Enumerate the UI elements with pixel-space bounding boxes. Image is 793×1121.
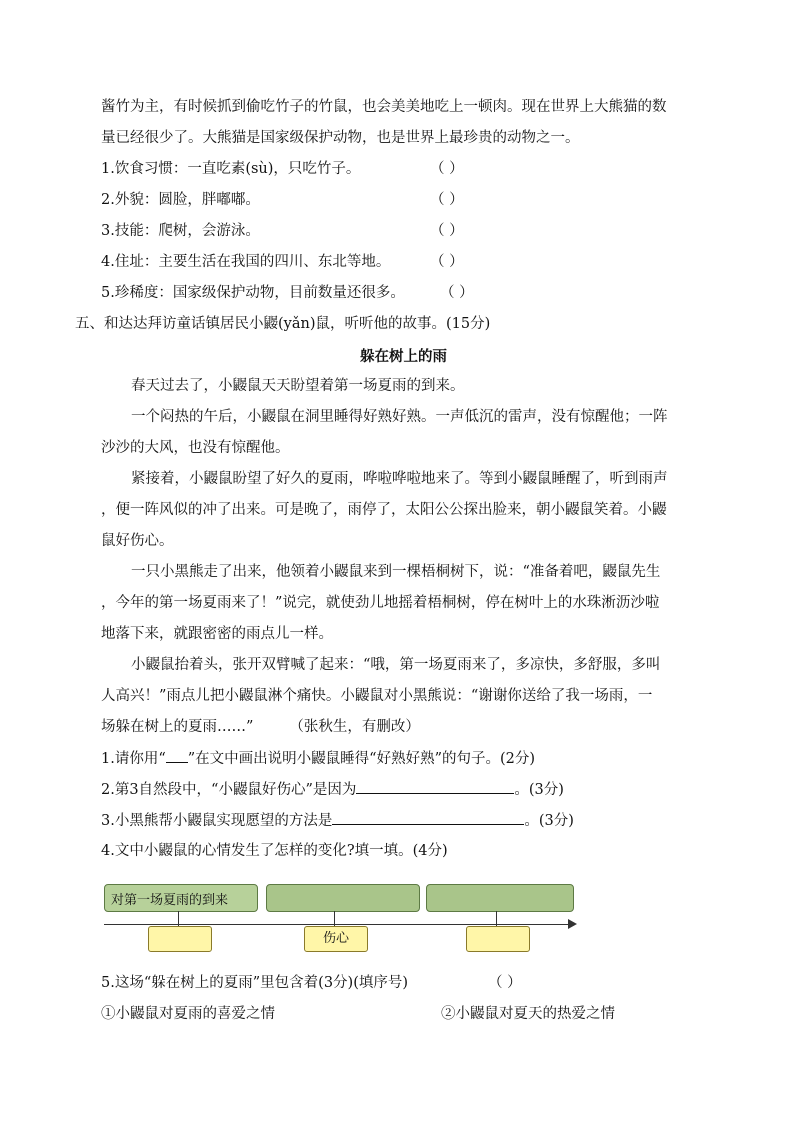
timeline-arrow-head — [568, 919, 577, 929]
question-5: 5.这场“躲在树上的夏雨”里包含着(3分)(填序号) — [101, 975, 409, 991]
intro-line-2: 量已经很少了。大熊猫是国家级保护动物，也是世界上最珍贵的动物之一。 — [101, 130, 580, 146]
story-p3-line3: 鼠好伤心。 — [101, 533, 174, 549]
story-p4-line2: ，今年的第一场夏雨来了！”说完，就使劲儿地摇着梧桐树，停在树叶上的水珠淅沥沙啦 — [101, 595, 660, 611]
tf-item-2: 2.外貌：圆脸，胖嘟嘟。 — [101, 192, 260, 208]
story-p4-line3: 地落下来，就跟密密的雨点儿一样。 — [101, 626, 333, 642]
timeline-box-1 — [104, 884, 258, 912]
question-3: 3.小黑熊帮小鼹鼠实现愿望的方法是 。(3分) — [101, 810, 574, 831]
tf-answer-paren-5[interactable]: （ ） — [440, 285, 474, 301]
story-p5-line2: 人高兴！”雨点儿把小鼹鼠淋个痛快。小鼹鼠对小黑熊说：“谢谢你送给了我一场雨，一 — [101, 688, 653, 704]
timeline-arrow — [104, 924, 570, 925]
tf-item-1: 1.饮食习惯：一直吃素(sù)，只吃竹子。 — [101, 161, 361, 177]
story-p1-line1: 春天过去了，小鼹鼠天天盼望着第一场夏雨的到来。 — [131, 378, 465, 394]
mood-answer-box-3[interactable] — [466, 926, 530, 952]
tf-item-4: 4.住址：主要生活在我国的四川、东北等地。 — [101, 254, 391, 270]
tf-answer-paren-4[interactable]: （ ） — [430, 254, 464, 270]
timeline-tick-1 — [178, 911, 179, 927]
q2-answer-blank[interactable] — [356, 779, 514, 794]
story-p3-line2: ，便一阵风似的冲了出来。可是晚了，雨停了，太阳公公探出脸来，朝小鼹鼠笑着。小鼹 — [101, 502, 667, 518]
timeline-box-2[interactable] — [266, 884, 420, 912]
question-4: 4.文中小鼹鼠的心情发生了怎样的变化?填一填。(4分) — [101, 843, 448, 859]
q5-option-2: ②小鼹鼠对夏天的热爱之情 — [441, 1006, 615, 1022]
tf-item-3: 3.技能：爬树，会游泳。 — [101, 223, 260, 239]
q5-answer-paren[interactable]: （ ） — [488, 975, 522, 991]
timeline-box-3[interactable] — [426, 884, 574, 912]
story-p4-line1: 一只小黑熊走了出来，他领着小鼹鼠来到一棵梧桐树下，说：“准备着吧，鼹鼠先生 — [131, 564, 661, 580]
section-heading: 五、和达达拜访童话镇居民小鼹(yǎn)鼠，听听他的故事。(15分) — [75, 316, 491, 332]
timeline-tick-2 — [334, 911, 335, 927]
tf-item-5: 5.珍稀度：国家级保护动物，目前数量还很多。 — [101, 285, 405, 301]
intro-line-1: 酱竹为主，有时候抓到偷吃竹子的竹鼠，也会美美地吃上一顿肉。现在世界上大熊猫的数 — [101, 99, 667, 115]
story-p3-line1: 紧接着，小鼹鼠盼望了好久的夏雨，哗啦哗啦地来了。等到小鼹鼠睡醒了，听到雨声 — [131, 471, 668, 487]
tf-answer-paren-2[interactable]: （ ） — [430, 192, 464, 208]
timeline-box-1-label: 对第一场夏雨的到来 — [111, 893, 229, 908]
timeline-tick-3 — [496, 911, 497, 927]
q3-answer-blank[interactable] — [332, 810, 524, 825]
story-p5-line3: 场躲在树上的夏雨……” （张秋生，有删改） — [101, 719, 420, 735]
story-p2-line1: 一个闷热的午后，小鼹鼠在洞里睡得好熟好熟。一声低沉的雷声，没有惊醒他；一阵 — [131, 409, 668, 425]
tf-answer-paren-3[interactable]: （ ） — [430, 223, 464, 239]
story-p2-line2: 沙沙的大风，也没有惊醒他。 — [101, 440, 290, 456]
question-1: 1.请你用“ ”在文中画出说明小鼹鼠睡得“好熟好熟”的句子。(2分) — [101, 748, 535, 769]
story-source: （张秋生，有删改） — [289, 719, 420, 735]
q5-option-1: ①小鼹鼠对夏雨的喜爱之情 — [101, 1006, 275, 1022]
story-p5-line1: 小鼹鼠抬着头，张开双臂喊了起来：“哦，第一场夏雨来了，多凉快，多舒服，多叫 — [131, 657, 661, 673]
question-2: 2.第3自然段中，“小鼹鼠好伤心”是因为 。(3分) — [101, 779, 564, 800]
mood-box-sad: 伤心 — [304, 926, 368, 952]
underline-sample — [166, 748, 188, 763]
mood-answer-box-1[interactable] — [148, 926, 212, 952]
story-title: 躲在树上的雨 — [360, 348, 447, 365]
tf-answer-paren-1[interactable]: （ ） — [430, 161, 464, 177]
